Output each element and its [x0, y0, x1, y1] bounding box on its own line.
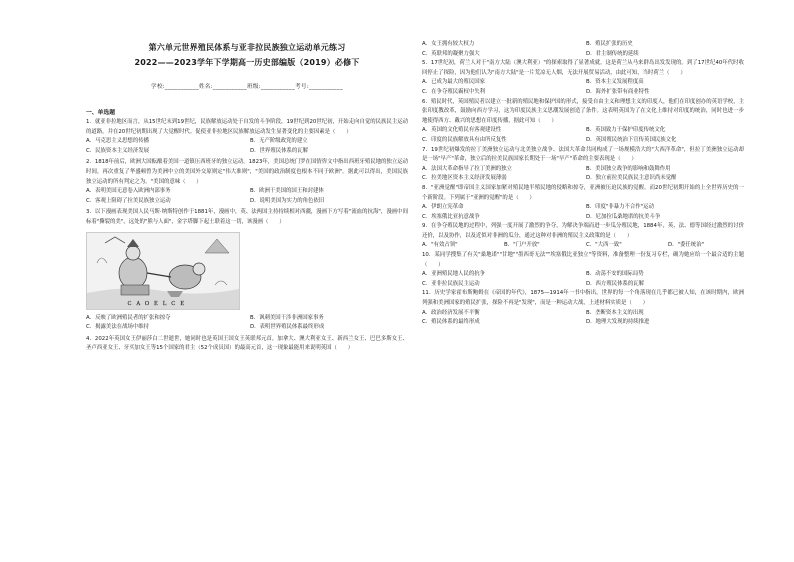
section-heading: 一、单选题	[86, 110, 115, 116]
option-a[interactable]: A．法国大革命指导了拉丁美洲的独立	[422, 165, 512, 172]
option-d[interactable]: D．尼加拉瓜桑地诺的抗美斗争	[586, 213, 661, 220]
question-4-stem: 4．2022年英国女王伊丽莎白二世逝世，她同时也是英国王国女王英联邦元首，加拿大、澳大利亚女王、新西兰女王、巴巴多斯女王、圣卢西亚女王、牙买加女王等15个国家的君主（52个成员国）的最高元首，这一现象最能用来说明英国（ ）	[86, 335, 408, 352]
question-11-options	[422, 309, 744, 328]
option-d[interactable]: D．西方殖民体系的瓦解	[586, 280, 645, 287]
question-1-stem: 1．就亚非拉地区而言，从15世纪末到19世纪，民族解放运动处于自发的斗争阶段，19世纪到20世纪初，开始走向自觉的民族民主运动的道路，并在20世纪初期出现了大觉醒时代。促使亚非拉地区民族解放运动发生显著变化的主要因素是（ ）	[86, 119, 408, 135]
question-8-stem: 8．"亚洲觉醒"即帝国主义国家加紧对殖民地半殖民地的侵略和掠夺，亚洲被压迫民族的觉醒。而20世纪初期开始的上全世界历史的一个新阶段。下列属于"亚洲的觉醒"的是（ ）	[422, 184, 744, 201]
question-6-stem: 6．殖民时代，英国殖民者以建立一批新的殖民地和保护国的形式，接受自由主义和理想主义的印度人，他们在印度创办的英语学校，主张印度教改革，鼓励向西方学习，这为印度民族主义思潮发展创造了条件。这表明英国为了在文化上维持对印度的统治，同时也进一步地使得西方、戴兴的思想在印度传播，据此可知（ ）	[422, 98, 744, 124]
right-column	[422, 0, 744, 562]
option-d[interactable]: D．君主制传统的延续	[586, 50, 639, 57]
option-c[interactable]: C．英联邦的凝聚力强大	[422, 50, 480, 57]
option-d[interactable]: D．表明世界殖民体系最终形成	[250, 324, 325, 331]
student-info-line: 学校:___________姓名:___________班级:___________考号:___________	[150, 84, 344, 90]
option-a[interactable]: A．伊朗立宪革命	[422, 204, 464, 211]
option-b[interactable]: B．垄断资本主义的出现	[586, 309, 644, 316]
option-b[interactable]: B．无产阶级政党的建立	[250, 138, 308, 145]
option-b[interactable]: B．殖民扩张的历史	[586, 41, 633, 47]
option-d[interactable]: D．独立前拉美民族民主意识尚未觉醒	[586, 175, 677, 182]
question-9	[422, 222, 744, 251]
option-b[interactable]: B．"门户开放"	[504, 242, 540, 249]
question-4-options	[422, 40, 744, 59]
question-10-options	[422, 270, 744, 289]
option-b[interactable]: B．动荡不安的国际局势	[586, 271, 644, 278]
option-b[interactable]: B．讽刺美国干涉非洲国家事务	[250, 314, 324, 321]
paper-title	[86, 40, 408, 70]
option-c[interactable]: C．拉美地区资本主义经济发展薄弱	[422, 175, 507, 182]
question-9-stem: 9．在争夺殖民地的过程中，列强一度开展了激烈的争夺，为解决争端而进一步瓜分殖民地，1884年，英、法、德等国经过激烈的讨价还价，以及协作，以及近似对非洲的瓜分，通过这种对非洲的殖民主义政策的是（ ）	[422, 223, 744, 239]
option-a[interactable]: A．反映了欧洲殖民者的扩张和掠夺	[86, 314, 171, 321]
question-7-options	[422, 165, 744, 184]
option-c[interactable]: C．殖民体系的最终形成	[422, 319, 480, 326]
option-d[interactable]: D．说明美国为实力的角色依旧	[250, 197, 325, 204]
question-2-stem: 2．1818年前后，欧洲大国酝酿着美国一道镇压西班牙的独立运动。1823年，美国总统门罗在国情咨文中指出西班牙殖民地的独立运动时间，再次重复了华盛顿曾为美洲中立的美国外交原则定"伟大准则"，"美国的政治制度也根本不同于欧洲"。据此可以得出，美国民族独立运动的所有判定之为。"美国的意味（ ）	[86, 159, 408, 185]
option-c[interactable]: C．在争夺殖民霸权中失利	[422, 88, 486, 95]
option-a[interactable]: A．表明美国无意卷入欧洲内部事务	[86, 188, 171, 195]
question-11	[422, 289, 744, 327]
option-a[interactable]: A．英国的文化殖民有客观建设性	[422, 127, 502, 134]
option-a[interactable]: A．马克思主义思想的传播	[86, 138, 149, 145]
question-5	[422, 59, 744, 97]
question-10	[422, 251, 744, 289]
option-c[interactable]: C．客观上阻碍了拉美民族独立运动	[86, 197, 171, 204]
option-c[interactable]: C．埃塞俄比亚抗意战争	[422, 213, 480, 220]
option-a[interactable]: A．亚洲殖民地人民的抗争	[422, 271, 485, 278]
option-c[interactable]: C．揭露美法在战场中维持	[86, 324, 150, 331]
question-3-options	[86, 314, 408, 333]
option-b[interactable]: B．印度"非暴力不合作"运动	[586, 204, 654, 211]
option-d[interactable]: D．地理大发现的持续推进	[586, 319, 650, 326]
question-8-options	[422, 203, 744, 222]
question-7-stem: 7．19世纪初爆发的拉丁美洲独立运动与北美独立战争、法国大革命共同构成了一场规模浩大的"大西洋革命"，但拉丁美洲独立运动却是一场"早产"革命，独立后的拉美民族国家长期处于一场"早产"革命的主要表现是（ ）	[422, 146, 744, 163]
question-6	[422, 98, 744, 146]
option-a[interactable]: A．女王拥有较大权力	[422, 41, 475, 47]
question-1-options	[86, 137, 408, 156]
question-6-options	[422, 126, 744, 145]
question-10-stem: 10．某同学搜集了有关"桑地诺""甘地""墨西哥无法""埃塞俄比亚独立"等资料，准备整理一份复习专栏，确为她应给一个最合适的主题（ ）	[422, 252, 744, 268]
question-1	[86, 118, 408, 156]
option-b[interactable]: B．英国致力于保护印度传统文化	[586, 127, 666, 134]
option-a[interactable]: A．政治经济发展不平衡	[422, 309, 480, 316]
cartoon-drawing	[87, 233, 239, 309]
paper-title-line-1: 第六单元世界殖民体系与亚非拉民族独立运动单元练习	[148, 43, 346, 52]
option-c[interactable]: C．"大西一致"	[586, 242, 622, 249]
question-3	[86, 208, 408, 332]
question-3-stem: 3．以下漫画表现美国人民马斯·纳斯特创作于1881年，漫画中，英、法两国主持持续相对西疆，漫画下方写着"流血的抗海"，漫画中间标着"撕裂的美"，远处的"熊与人面"，金字塔脚下起土联着这一切，该漫画（ ）	[86, 209, 408, 225]
option-d[interactable]: D．海外扩张带有商业特性	[586, 88, 650, 95]
question-2	[86, 158, 408, 206]
question-2-options	[86, 187, 408, 206]
question-4	[86, 335, 408, 354]
option-d[interactable]: D．英国殖民统治下宣传英国民族文化	[586, 136, 677, 143]
option-d[interactable]: D．世界殖民体系的瓦解	[250, 147, 309, 154]
question-8	[422, 184, 744, 222]
left-column	[86, 0, 408, 562]
political-cartoon-image	[86, 232, 240, 310]
option-a[interactable]: A．"有效占领"	[422, 242, 458, 249]
cartoon-caption: Ｃ Ａ Ｏ Ｅ Ｌ Ｃ Ｅ	[127, 300, 186, 307]
option-c[interactable]: C．民族资本主义经济发展	[86, 147, 150, 154]
question-11-stem: 11．历史学家霍布斯鲍姆在《帝国的年代》，1875—1914年一书中指出，世界的每一个角落现在几乎都已被人知，在该时期内，欧洲列强和美洲国家的殖民扩张，探险不再是"发现"，而是一种运动大战，上述材料实质是（ ）	[422, 290, 744, 307]
question-5-options	[422, 78, 744, 97]
question-7	[422, 146, 744, 184]
option-b[interactable]: B．美国独立战争的影响和鼓舞作用	[586, 165, 671, 172]
option-b[interactable]: B．资本主义发展程度高	[586, 79, 644, 86]
question-5-stem: 5．17世纪初，荷兰人对于"南方大陆（澳大利亚）"的探索取得了显著成就，这是荷兰从马来群岛出发发现的。到了17世纪40年代时收回停止了探险，因为他们认为"南方大陆"是一片荒凉无人烟，无法开展贸易活动，由此可知，当时荷兰（ ）	[422, 60, 744, 76]
option-b[interactable]: B．欧洲干美国的国王和封建体	[250, 188, 324, 195]
paper-title-line-2: 2022——2023学年下学期高一历史部编版（2019）必修下	[134, 58, 360, 67]
option-a[interactable]: A．已成为最大的殖民国家	[422, 79, 485, 86]
option-c[interactable]: C．亚非拉民族民主运动	[422, 280, 480, 287]
question-9-options	[422, 241, 744, 251]
option-d[interactable]: D．"委任统治"	[668, 242, 705, 249]
option-c[interactable]: C．印度的民族解放具有由所反复性	[422, 136, 507, 143]
